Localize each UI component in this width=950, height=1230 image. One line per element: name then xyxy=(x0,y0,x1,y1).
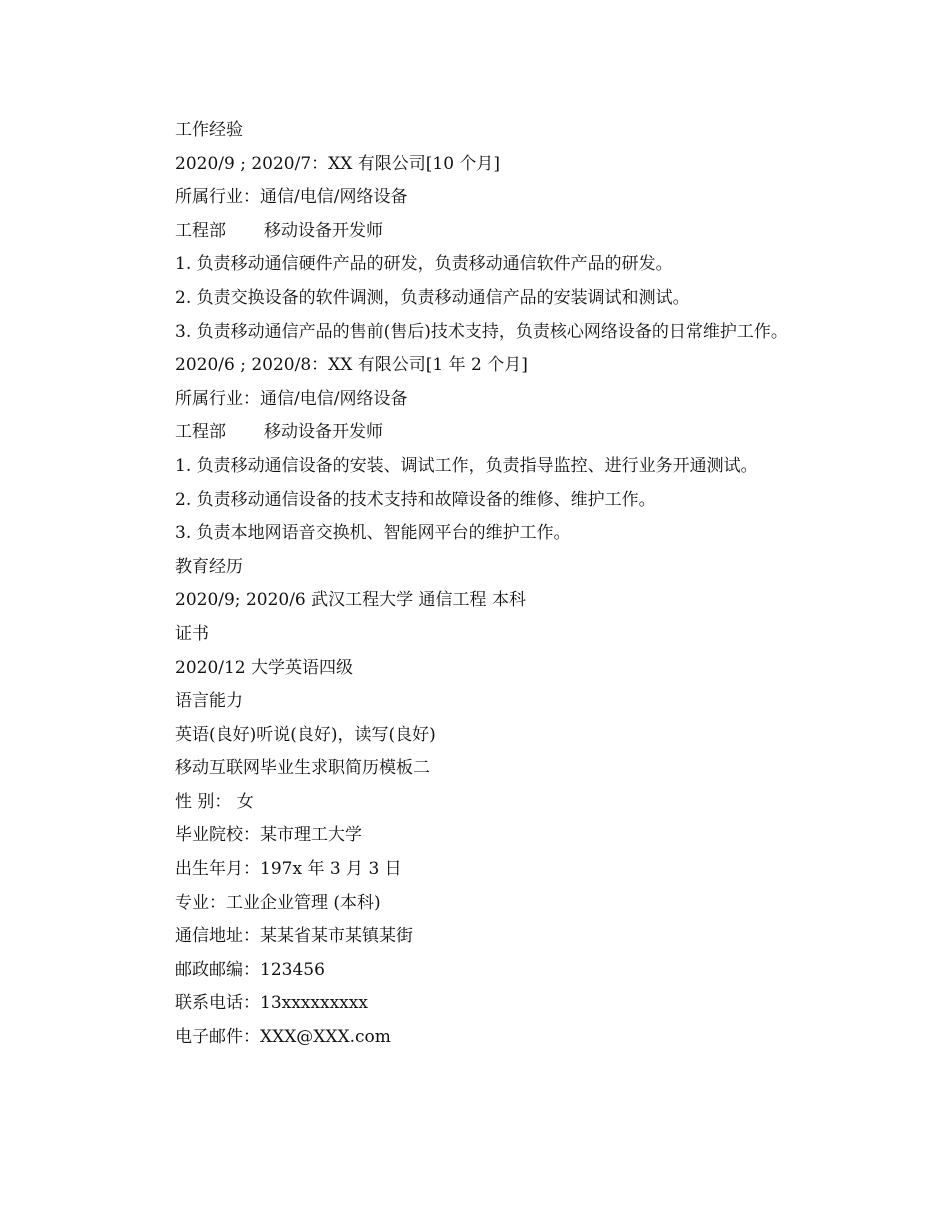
job1-duty-3: 3. 负责移动通信产品的售前(售后)技术支持，负责核心网络设备的日常维护工作。 xyxy=(175,321,788,342)
job1-period-company: 2020/9 ; 2020/7：XX 有限公司[10 个月] xyxy=(175,153,501,174)
job2-duty-1: 1. 负责移动通信设备的安装、调试工作，负责指导监控、进行业务开通测试。 xyxy=(175,455,758,476)
job1-department: 工程部 xyxy=(175,220,226,241)
profile-gender: 性 别： 女 xyxy=(175,791,254,812)
job2-department-position xyxy=(140,416,830,450)
education-entry: 2020/9; 2020/6 武汉工程大学 通信工程 本科 xyxy=(175,590,526,611)
profile-school: 毕业院校：某市理工大学 xyxy=(175,825,362,846)
education-heading: 教育经历 xyxy=(175,556,243,577)
work-experience-heading: 工作经验 xyxy=(175,120,243,140)
profile-address: 通信地址：某某省某市某镇某街 xyxy=(175,926,413,947)
profile-postcode: 邮政邮编：123456 xyxy=(175,959,325,980)
job2-industry: 所属行业：通信/电信/网络设备 xyxy=(175,388,408,409)
template-2-title: 移动互联网毕业生求职简历模板二 xyxy=(175,758,430,779)
profile-birth: 出生年月：197x 年 3 月 3 日 xyxy=(175,859,402,880)
job2-duty-3: 3. 负责本地网语音交换机、智能网平台的维护工作。 xyxy=(175,523,571,544)
job1-duty-1: 1. 负责移动通信硬件产品的研发，负责移动通信软件产品的研发。 xyxy=(175,254,673,275)
job1-duty-2: 2. 负责交换设备的软件调测，负责移动通信产品的安装调试和测试。 xyxy=(175,287,690,308)
job1-department-position xyxy=(140,215,830,249)
profile-email: 电子邮件：XXX@XXX.com xyxy=(175,1027,391,1048)
job1-position: 移动设备开发师 xyxy=(264,220,383,241)
certificate-entry: 2020/12 大学英语四级 xyxy=(175,657,354,678)
profile-major: 专业：工业企业管理 (本科) xyxy=(175,892,381,913)
job1-industry: 所属行业：通信/电信/网络设备 xyxy=(175,187,408,208)
job2-position: 移动设备开发师 xyxy=(264,422,383,443)
job2-department: 工程部 xyxy=(175,422,226,443)
certificate-heading: 证书 xyxy=(175,623,209,644)
job2-duty-2: 2. 负责移动通信设备的技术支持和故障设备的维修、维护工作。 xyxy=(175,489,656,510)
language-heading: 语言能力 xyxy=(175,691,243,712)
resume-content xyxy=(140,114,830,1055)
job2-period-company: 2020/6 ; 2020/8：XX 有限公司[1 年 2 个月] xyxy=(175,355,528,376)
profile-phone: 联系电话：13xxxxxxxxx xyxy=(175,993,368,1014)
language-entry: 英语(良好)听说(良好)，读写(良好) xyxy=(175,724,436,745)
